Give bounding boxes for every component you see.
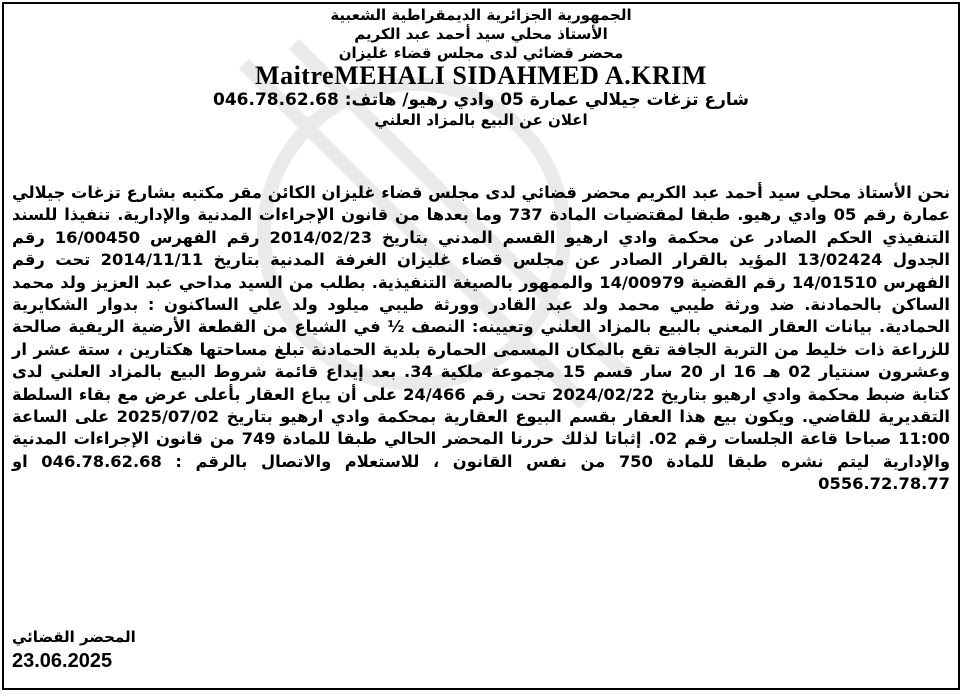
letterhead [4,6,958,130]
bailiff-name-arabic: الأستاذ محلي سيد أحمد عبد الكريم [354,25,608,43]
announcement-body [12,182,950,496]
body-paragraph: نحن الأستاذ محلي سيد أحمد عبد الكريم محضر قضائي لدى مجلس قضاء غليزان الكائن مقر مكتبه بشارع تزغات جيلالي عمارة رقم 05 وادي رهيو. طبقا لمقتضيات المادة 737 وما بعدها من قانون الإجراءات المدنية والإدارية. تنفيذا للسند التنفيذي الحكم الصادر عن محكمة وادي ارهيو القسم المدني بتاريخ 2014/02/23 رقم الفهرس 16/00450 رقم الجدول 13/02424 المؤيد بالقرار الصادر عن مجلس قضاء غليزان الغرفة المدنية بتاريخ 2014/11/11 تحت رقم الفهرس 14/01510 رقم القضية 14/00979 والممهور بالصيغة التنفيذية. بطلب من السيد مداحي عبد العزيز ولد محمد الساكن بالحمادنة. ضد ورثة طيبي محمد ولد عبد القادر وورثة طيبي ميلود ولد علي الساكنون : بدوار الشكايرية الحمادية. بيانات العقار المعني بالبيع بالمزاد العلني وتعيينه: النصف ½ في الشياع من القطعة الأرضية الريفية صالحة للزراعة ذات خليط من التربة الجافة تقع بالمكان المسمى الحمارة بلدية الحمادنة تبلغ مساحتها هكتارين ، ستة عشر ار وعشرون سنتيار 02 هـ 16 ار 20 سار قسم 15 مجموعة ملكية 34. بعد إيداع قائمة شروط البيع بالمزاد العلني لدى كتابة ضبط محكمة وادي ارهيو بتاريخ 2024/02/22 تحت رقم 24/466 على أن يباع العقار بأعلى عرض مع بقاء السلطة التقديرية للقاضي. ويكون بيع هذا العقار بقسم البيوع العقارية بمحكمة وادي ارهيو بتاريخ 2025/07/02 على الساعة 11:00 صباحا قاعة الجلسات رقم 02. إثباتا لذلك حررنا المحضر الحالي طبقا للمادة 749 من قانون الإجراءات المدنية والإدارية ليتم نشره طبقا للمادة 750 من نفس القانون ، للاستعلام والاتصال بالرقم : 046.78.62.68 او 0556.72.78.77 [12,183,951,494]
announcement-frame [2,2,960,690]
office-address: شارع تزغات جيلالي عمارة 05 وادي رهيو/ هاتف: 046.78.62.68 [213,90,749,110]
bailiff-role: محضر قضائي لدى مجلس قضاء غليزان [338,44,624,62]
signature-title: المحضر القضائي [12,628,136,646]
republic-title: الجمهورية الجزائرية الديمقراطية الشعبية [330,6,632,24]
bailiff-name-latin: MaitreMEHALI SIDAHMED A.KRIM [255,61,707,90]
announcement-title: اعلان عن البيع بالمزاد العلني [374,111,588,129]
signature-block [12,626,312,674]
signature-date: 23.06.2025 [12,650,113,672]
